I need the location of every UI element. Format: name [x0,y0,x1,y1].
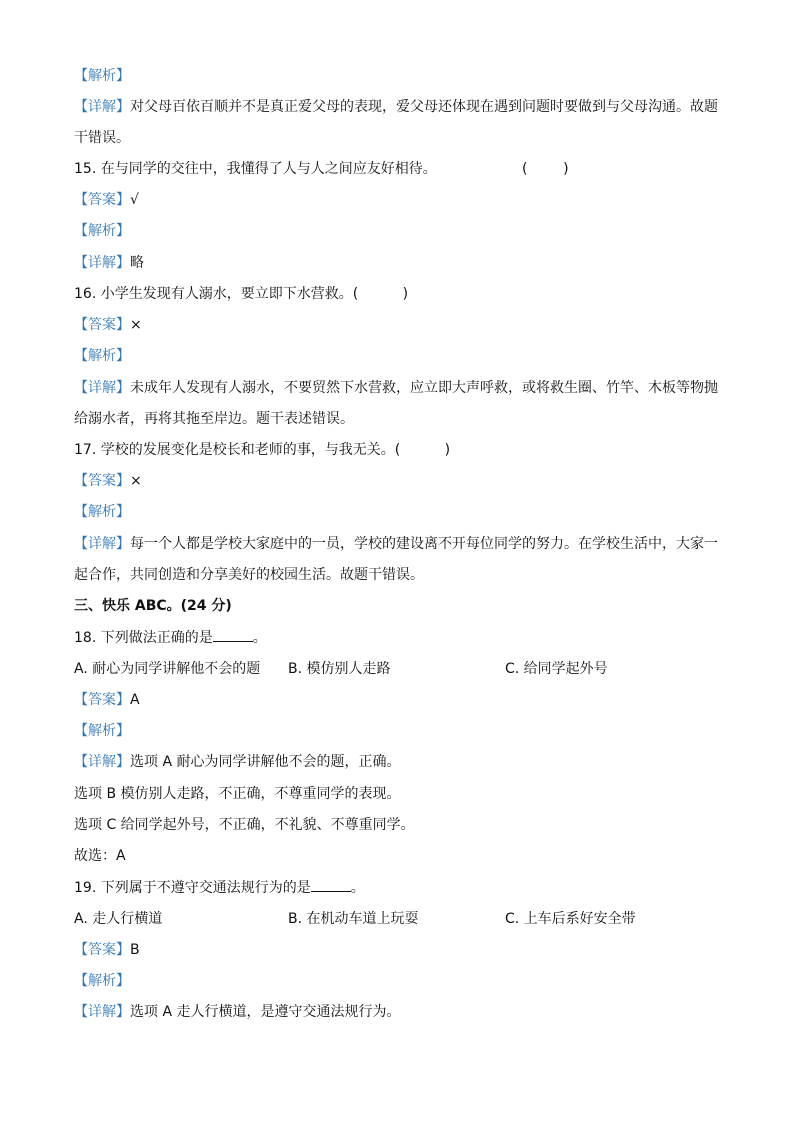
detail-text: 未成年人发现有人溺水，不要贸然下水营救，应立即大声呼救，或将救生圈、竹竿、木板等物抛 [130,380,718,396]
answer-value: A [130,692,140,708]
detail-text: 每一个人都是学校大家庭中的一员，学校的建设离不开每位同学的努力。在学校生活中，大家一 [130,536,718,552]
choice-b[interactable]: B. 在机动车道上玩耍 [288,911,419,927]
analysis-tag: 【解析】 [74,504,130,520]
question-text: 19. 下列属于不遵守交通法规行为的是 [74,880,311,896]
detail-tag: 【详解】 [74,536,130,552]
question-15 [74,160,437,178]
analysis-tag: 【解析】 [74,723,130,739]
analysis-label [74,722,130,740]
analysis-label [74,347,130,365]
detail-tag: 【详解】 [74,99,130,115]
question-text: 18. 下列做法正确的是 [74,630,213,646]
question-17 [74,441,450,459]
detail-cont [74,410,354,428]
detail-text: 给溺水者，再将其拖至岸边。题干表述错误。 [74,411,354,427]
analysis-label [74,503,130,521]
detail-line [74,98,718,116]
detail-text: 选项 B 模仿别人走路，不正确，不尊重同学的表现。 [74,786,401,802]
detail-line [74,535,718,553]
answer-value: √ [130,192,139,208]
section-heading: 三、快乐 ABC。(24 分) [74,598,232,614]
detail-line [74,1003,400,1021]
answer-blank[interactable] [213,628,253,642]
detail-tag: 【详解】 [74,380,130,396]
detail-line [74,753,400,771]
choice-a[interactable]: A. 耐心为同学讲解他不会的题 [74,661,261,677]
answer-value: B [130,942,140,958]
analysis-tag: 【解析】 [74,68,130,84]
detail-text: 干错误。 [74,130,130,146]
answer-line [74,472,142,490]
detail-text: 故选：A [74,848,126,864]
answer-tag: 【答案】 [74,473,130,489]
answer-tag: 【答案】 [74,192,130,208]
detail-text: 选项 A 走人行横道，是遵守交通法规行为。 [130,1004,401,1020]
choice-c[interactable]: C. 给同学起外号 [505,661,608,677]
choice-a[interactable]: A. 走人行横道 [74,911,163,927]
question-16 [74,285,408,303]
detail-text: 选项 A 耐心为同学讲解他不会的题，正确。 [130,754,401,770]
answer-line [74,316,142,334]
answer-tag: 【答案】 [74,942,130,958]
answer-tag: 【答案】 [74,317,130,333]
answer-value: × [130,317,142,333]
choice-c[interactable]: C. 上车后系好安全带 [505,911,636,927]
detail-text: 起合作，共同创造和分享美好的校园生活。故题干错误。 [74,567,424,583]
detail-text: 选项 C 给同学起外号，不正确，不礼貌、不尊重同学。 [74,817,415,833]
answer-line [74,691,140,709]
question-18: 18. 下列做法正确的是 。 [74,630,267,646]
detail-text: 略 [130,255,144,271]
answer-blank[interactable] [311,878,351,892]
answer-line [74,191,139,209]
analysis-tag: 【解析】 [74,223,130,239]
question-19: 19. 下列属于不遵守交通法规行为的是 。 [74,880,365,896]
question-text: 15. 在与同学的交往中，我懂得了人与人之间应友好相待。 [74,161,437,177]
answer-tag: 【答案】 [74,692,130,708]
detail-cont [74,566,424,584]
detail-cont [74,785,401,803]
analysis-label [74,67,130,85]
detail-tag: 【详解】 [74,255,130,271]
detail-cont [74,816,415,834]
analysis-label [74,222,130,240]
question-text: 16. 小学生发现有人溺水，要立即下水营救。( ) [74,286,409,302]
answer-blank-15[interactable]: ( ) [522,161,569,177]
detail-tag: 【详解】 [74,1004,130,1020]
analysis-tag: 【解析】 [74,348,130,364]
analysis-label [74,972,130,990]
detail-line [74,379,718,397]
detail-line [74,254,144,272]
question-text: 17. 学校的发展变化是校长和老师的事，与我无关。( ) [74,442,451,458]
analysis-tag: 【解析】 [74,973,130,989]
detail-tag: 【详解】 [74,754,130,770]
choice-b[interactable]: B. 模仿别人走路 [288,661,391,677]
detail-cont [74,847,126,865]
detail-cont [74,129,130,147]
answer-value: × [130,473,142,489]
answer-line [74,941,140,959]
detail-text: 对父母百依百顺并不是真正爱父母的表现，爱父母还体现在遇到问题时要做到与父母沟通。故题 [130,99,718,115]
